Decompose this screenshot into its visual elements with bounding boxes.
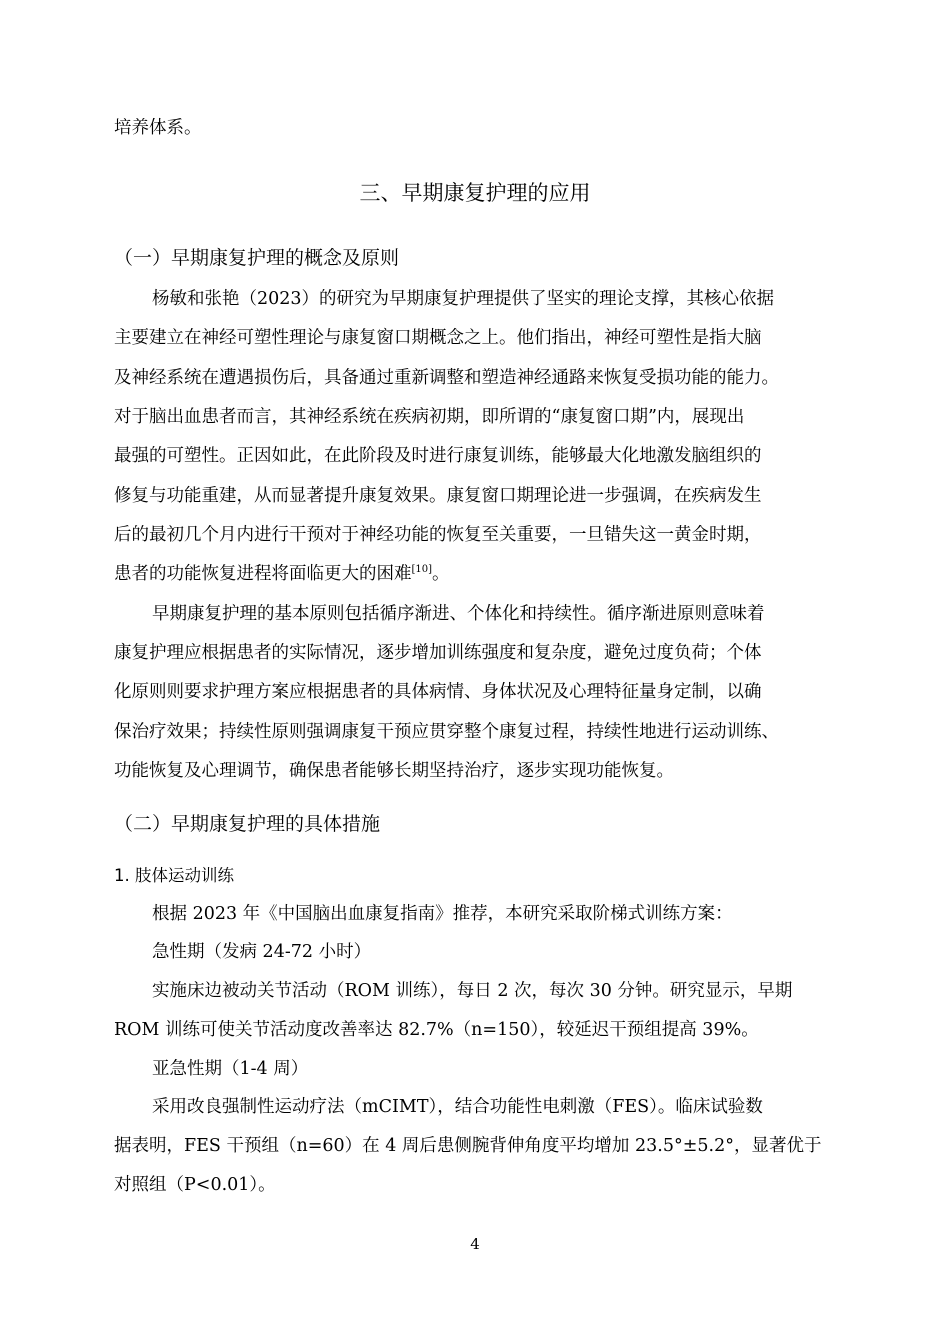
paragraph-line-final: [114, 562, 450, 586]
paragraph-text: 患者的功能恢复进程将面临更大的困难: [114, 564, 412, 584]
paragraph-line: 根据 2023 年《中国脑出血康复指南》推荐，本研究采取阶梯式训练方案：: [152, 904, 733, 924]
citation-reference: [10]: [411, 564, 433, 576]
paragraph-line: 采用改良强制性运动疗法（mCIMT），结合功能性电刺激（FES）。临床试验数: [152, 1097, 763, 1117]
item-heading-limb-training: 1. 肢体运动训练: [114, 866, 234, 885]
paragraph-line: 化原则则要求护理方案应根据患者的具体病情、身体状况及心理特征量身定制，以确: [114, 682, 762, 702]
paragraph-line: 康复护理应根据患者的实际情况，逐步增加训练强度和复杂度，避免过度负荷；个体: [114, 643, 762, 663]
intro-tail-text: 培养体系。: [114, 118, 202, 138]
paragraph-line: 修复与功能重建，从而显著提升康复效果。康复窗口期理论进一步强调，在疾病发生: [114, 486, 762, 506]
paragraph-line: 对于脑出血患者而言，其神经系统在疾病初期，即所谓的“康复窗口期”内，展现出: [114, 407, 745, 427]
subsection-heading-concept: （一）早期康复护理的概念及原则: [114, 247, 400, 269]
paragraph-end-punct: 。: [432, 564, 450, 584]
paragraph-line: 对照组（P<0.01）。: [114, 1175, 276, 1195]
subsection-heading-measures: （二）早期康复护理的具体措施: [114, 813, 381, 835]
paragraph-line: 早期康复护理的基本原则包括循序渐进、个体化和持续性。循序渐进原则意味着: [152, 604, 765, 624]
paragraph-line: 及神经系统在遭遇损伤后，具备通过重新调整和塑造神经通路来恢复受损功能的能力。: [114, 368, 779, 388]
paragraph-line: 据表明，FES 干预组（n=60）在 4 周后患侧腕背伸角度平均增加 23.5°±5.2°，显著优于: [114, 1136, 822, 1156]
phase-title-acute: 急性期（发病 24-72 小时）: [152, 942, 372, 962]
paragraph-line: 主要建立在神经可塑性理论与康复窗口期概念之上。他们指出，神经可塑性是指大脑: [114, 328, 762, 348]
phase-title-subacute: 亚急性期（1-4 周）: [152, 1059, 309, 1079]
section-title: 三、早期康复护理的应用: [359, 181, 591, 205]
paragraph-line: 功能恢复及心理调节，确保患者能够长期坚持治疗，逐步实现功能恢复。: [114, 761, 674, 781]
paragraph-line: 后的最初几个月内进行干预对于神经功能的恢复至关重要，一旦错失这一黄金时期，: [114, 525, 762, 545]
paragraph-line: 实施床边被动关节活动（ROM 训练），每日 2 次，每次 30 分钟。研究显示，早期: [152, 981, 793, 1001]
page-number: 4: [470, 1235, 480, 1253]
paragraph-line: 最强的可塑性。正因如此，在此阶段及时进行康复训练，能够最大化地激发脑组织的: [114, 446, 762, 466]
paragraph-line: 杨敏和张艳（2023）的研究为早期康复护理提供了坚实的理论支撑，其核心依据: [152, 289, 775, 309]
paragraph-line: ROM 训练可使关节活动度改善率达 82.7%（n=150），较延迟干预组提高 39%。: [114, 1020, 759, 1040]
paragraph-line: 保治疗效果；持续性原则强调康复干预应贯穿整个康复过程，持续性地进行运动训练、: [114, 722, 779, 742]
